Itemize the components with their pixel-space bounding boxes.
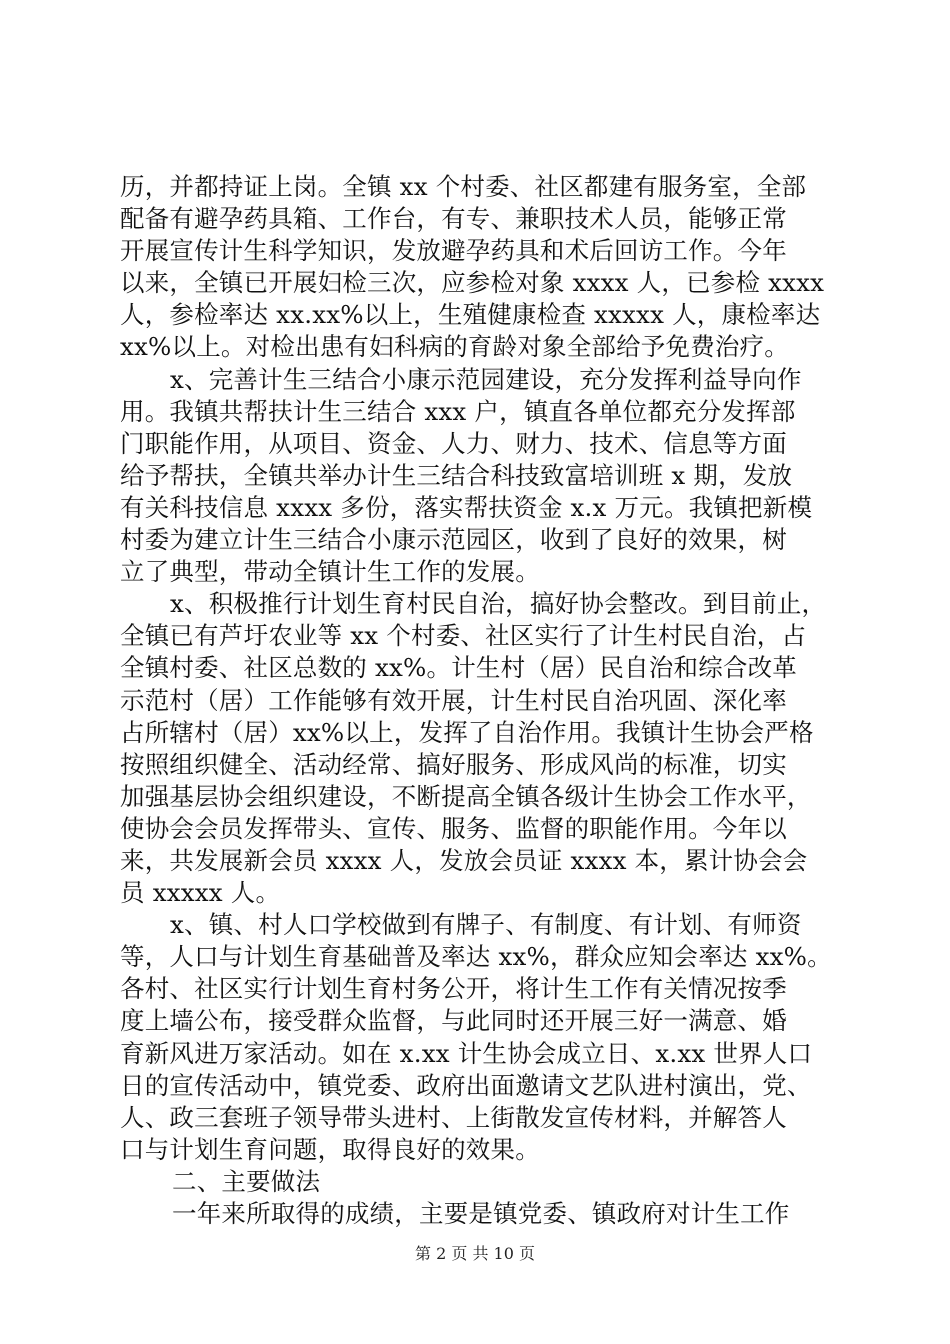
body-line-31: 口与计划生育问题，取得良好的效果。 <box>120 1134 540 1164</box>
body-line-27: 度上墙公布，接受群众监督，与此同时还开展三好一满意、婚 <box>120 1006 787 1036</box>
page-footer: 第 2 页 共 10 页 <box>415 1244 535 1263</box>
body-line-19: 按照组织健全、活动经常、搞好服务、形成风尚的标准，切实 <box>120 749 787 779</box>
body-line-11: 有关科技信息 xxxx 多份，落实帮扶资金 x.x 万元。我镇把新模 <box>120 492 813 522</box>
paragraph-start-line-7: x、完善计生三结合小康示范园建设，充分发挥利益导向作 <box>170 364 802 394</box>
body-line-1: 历，并都持证上岗。全镇 xx 个村委、社区都建有服务室，全部 <box>120 172 807 201</box>
body-line-5: 人，参检率达 xx.xx%以上，生殖健康检查 xxxxx 人，康检率达 <box>120 300 821 330</box>
body-line-17: 示范村（居）工作能够有效开展，计生村民自治巩固、深化率 <box>120 685 787 715</box>
body-line-18: 占所辖村（居）xx%以上，发挥了自治作用。我镇计生协会严格 <box>120 717 814 747</box>
body-line-26: 各村、社区实行计划生育村务公开，将计生工作有关情况按季 <box>120 974 787 1004</box>
section-first-line: 一年来所取得的成绩，主要是镇党委、镇政府对计生工作 <box>172 1199 790 1228</box>
section-heading: 二、主要做法 <box>172 1166 321 1196</box>
body-line-22: 来，共发展新会员 xxxx 人，发放会员证 xxxx 本，累计协会会 <box>120 845 808 875</box>
body-line-28: 育新风进万家活动。如在 x.xx 计生协会成立日、x.xx 世界人口 <box>120 1038 813 1068</box>
body-line-8: 用。我镇共帮扶计生三结合 xxx 户，镇直各单位都充分发挥部 <box>120 396 796 426</box>
body-line-16: 全镇村委、社区总数的 xx%。计生村（居）民自治和综合改革 <box>120 653 797 683</box>
body-line-13: 立了典型，带动全镇计生工作的发展。 <box>120 557 540 587</box>
body-line-10: 给予帮扶，全镇共举办计生三结合科技致富培训班 x 期，发放 <box>120 460 793 490</box>
body-line-6: xx%以上。对检出患有妇科病的育龄对象全部给予免费治疗。 <box>120 332 790 362</box>
body-line-29: 日的宣传活动中，镇党委、政府出面邀请文艺队进村演出，党、 <box>120 1070 812 1100</box>
body-line-23: 员 xxxxx 人。 <box>120 878 281 908</box>
body-line-20: 加强基层协会组织建设，不断提高全镇各级计生协会工作水平， <box>120 781 812 811</box>
document-body <box>120 171 840 1230</box>
body-line-9: 门职能作用，从项目、资金、人力、财力、技术、信息等方面 <box>120 428 787 458</box>
body-line-2: 配备有避孕药具箱、工作台，有专、兼职技术人员，能够正常 <box>120 204 787 234</box>
body-line-15: 全镇已有芦圩农业等 xx 个村委、社区实行了计生村民自治，占 <box>120 621 807 651</box>
paragraph-start-line-14: x、积极推行计划生育村民自治，搞好协会整改。到目前止， <box>170 589 827 619</box>
body-line-25: 等，人口与计划生育基础普及率达 xx%，群众应知会率达 xx%。 <box>120 942 832 972</box>
body-line-21: 使协会会员发挥带头、宣传、服务、监督的职能作用。今年以 <box>120 813 787 843</box>
body-line-30: 人、政三套班子领导带头进村、上街散发宣传材料，并解答人 <box>120 1102 787 1132</box>
body-line-4: 以来，全镇已开展妇检三次，应参检对象 xxxx 人，已参检 xxxx <box>120 268 825 298</box>
body-line-3: 开展宣传计生科学知识，发放避孕药具和术后回访工作。今年 <box>120 236 787 266</box>
paragraph-start-line-24: x、镇、村人口学校做到有牌子、有制度、有计划、有师资 <box>170 910 802 940</box>
body-line-12: 村委为建立计生三结合小康示范园区，收到了良好的效果，树 <box>120 525 787 555</box>
